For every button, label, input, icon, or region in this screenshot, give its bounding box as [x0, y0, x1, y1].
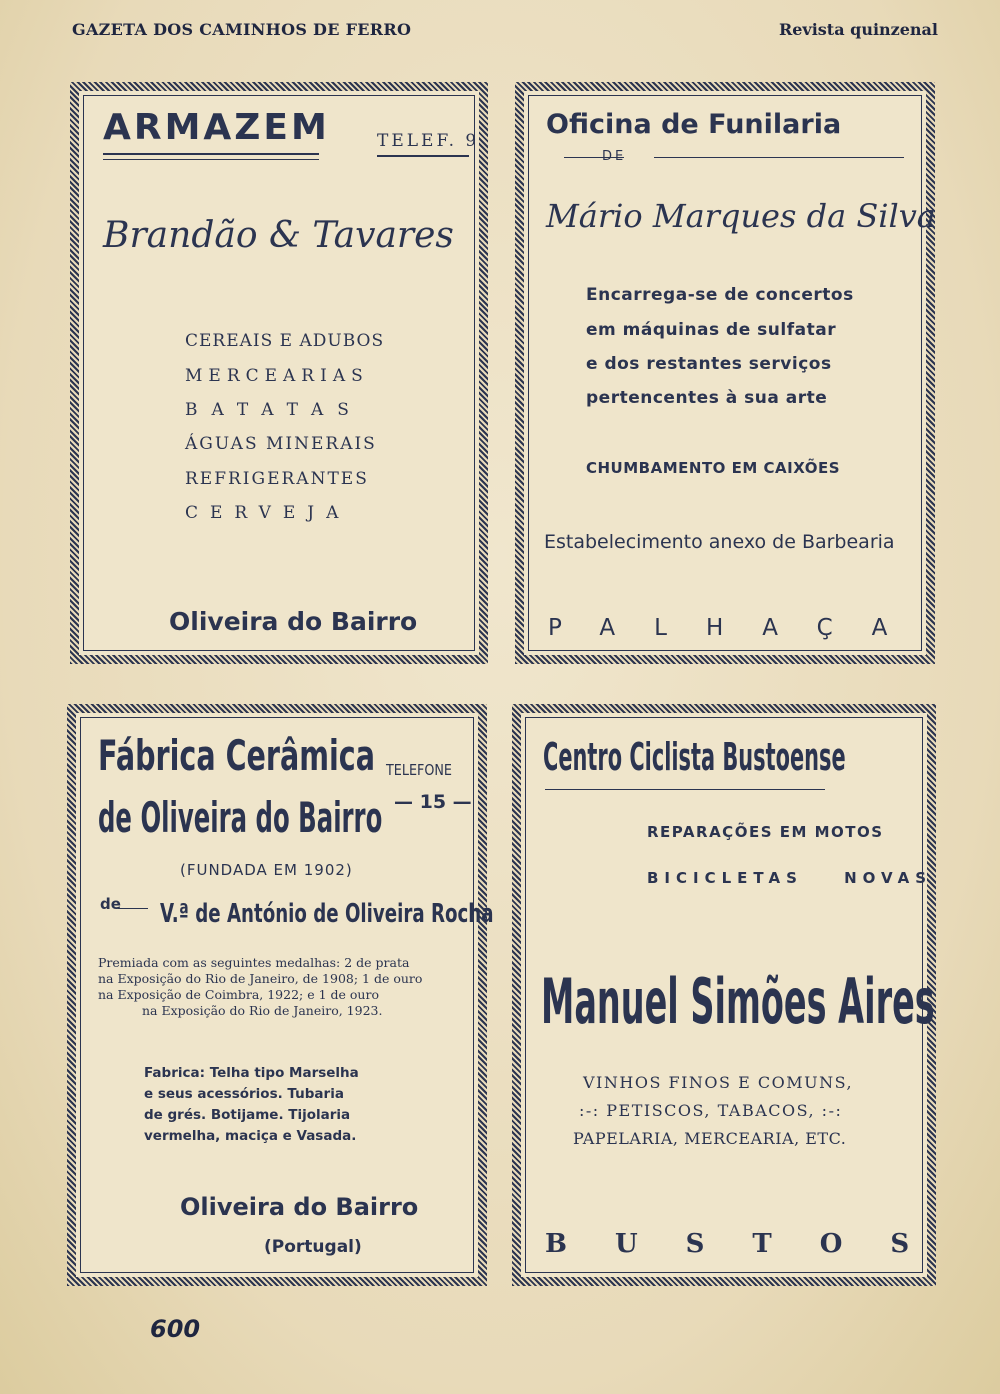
location: Oliveira do Bairro	[169, 607, 418, 636]
award-line: na Exposição de Coimbra, 1922; e 1 de ouro	[98, 987, 379, 1002]
ad-armazem	[70, 82, 488, 664]
list-item: BATATAS	[185, 400, 363, 420]
de-label: DE	[602, 149, 627, 164]
service-line: em máquinas de sulfatar	[586, 320, 837, 340]
extra-service: Estabelecimento anexo de Barbearia	[544, 531, 895, 553]
title-rule	[545, 789, 825, 790]
phone-number: — 15 —	[394, 791, 472, 813]
goods-line: PAPELARIA, MERCEARIA, ETC.	[573, 1129, 847, 1148]
product-line: de grés. Botijame. Tijolaria	[144, 1107, 351, 1123]
service-line: REPARAÇÕES EM MOTOS	[647, 823, 884, 841]
ad-fabrica-ceramica	[67, 704, 494, 1286]
page-number: 600	[150, 1315, 201, 1343]
rule	[118, 908, 148, 909]
goods-line: VINHOS FINOS E COMUNS,	[583, 1073, 854, 1092]
title-rule	[103, 153, 319, 155]
award-line: na Exposição do Rio de Janeiro, 1923.	[142, 1003, 383, 1018]
goods-line: :-: PETISCOS, TABACOS, :-:	[579, 1101, 843, 1120]
special-service: CHUMBAMENTO EM CAIXÕES	[586, 459, 841, 477]
founded: (FUNDADA EM 1902)	[180, 861, 353, 879]
ad-title: Fábrica Cerâmica	[98, 731, 376, 780]
ad-title: Oficina de Funilaria	[546, 109, 842, 140]
location: Oliveira do Bairro	[180, 1193, 419, 1221]
service-line: e dos restantes serviços	[586, 354, 832, 374]
service-line: Encarrega-se de concertos	[586, 285, 854, 305]
proprietor-name: Manuel Simões Aires	[541, 965, 935, 1038]
ad-title-line2: de Oliveira do Bairro	[98, 793, 383, 842]
list-item: CERVEJA	[185, 503, 351, 523]
list-item: ÁGUAS MINERAIS	[185, 434, 377, 454]
list-item: MERCEARIAS	[185, 366, 369, 386]
list-item: REFRIGERANTES	[185, 469, 369, 489]
owner: V.ª de António de Oliveira Rocha	[160, 899, 494, 929]
title-rule	[103, 159, 319, 160]
ad-title: ARMAZEM	[103, 107, 330, 148]
phone: TELEF. 9	[377, 131, 480, 151]
magazine-title: GAZETA DOS CAMINHOS DE FERRO	[72, 20, 412, 39]
product-line: vermelha, maciça e Vasada.	[144, 1128, 357, 1144]
product-line: e seus acessórios. Tubaria	[144, 1086, 344, 1102]
list-item: CEREAIS E ADUBOS	[185, 331, 385, 351]
rule	[654, 157, 904, 158]
de-label: de	[100, 895, 121, 913]
service-line: BICICLETAS NOVAS	[647, 869, 933, 887]
award-line: na Exposição do Rio de Janeiro, de 1908; 1 de ouro	[98, 971, 423, 986]
business-name: Brandão & Tavares	[103, 215, 454, 256]
award-line: Premiada com as seguintes medalhas: 2 de prata	[98, 955, 410, 970]
location: BUSTOS	[545, 1229, 958, 1259]
phone-rule	[377, 155, 469, 157]
product-line: Fabrica: Telha tipo Marselha	[144, 1065, 359, 1081]
ad-funilaria	[515, 82, 935, 664]
phone-label: TELEFONE	[386, 761, 452, 779]
location: PALHAÇA	[548, 615, 927, 641]
proprietor-name: Mário Marques da Silva	[546, 197, 936, 235]
ad-title: Centro Ciclista Bustoense	[543, 735, 846, 779]
country: (Portugal)	[264, 1237, 362, 1257]
magazine-subtitle: Revista quinzenal	[778, 20, 938, 39]
service-line: pertencentes à sua arte	[586, 388, 828, 408]
ad-centro-ciclista	[512, 704, 958, 1286]
